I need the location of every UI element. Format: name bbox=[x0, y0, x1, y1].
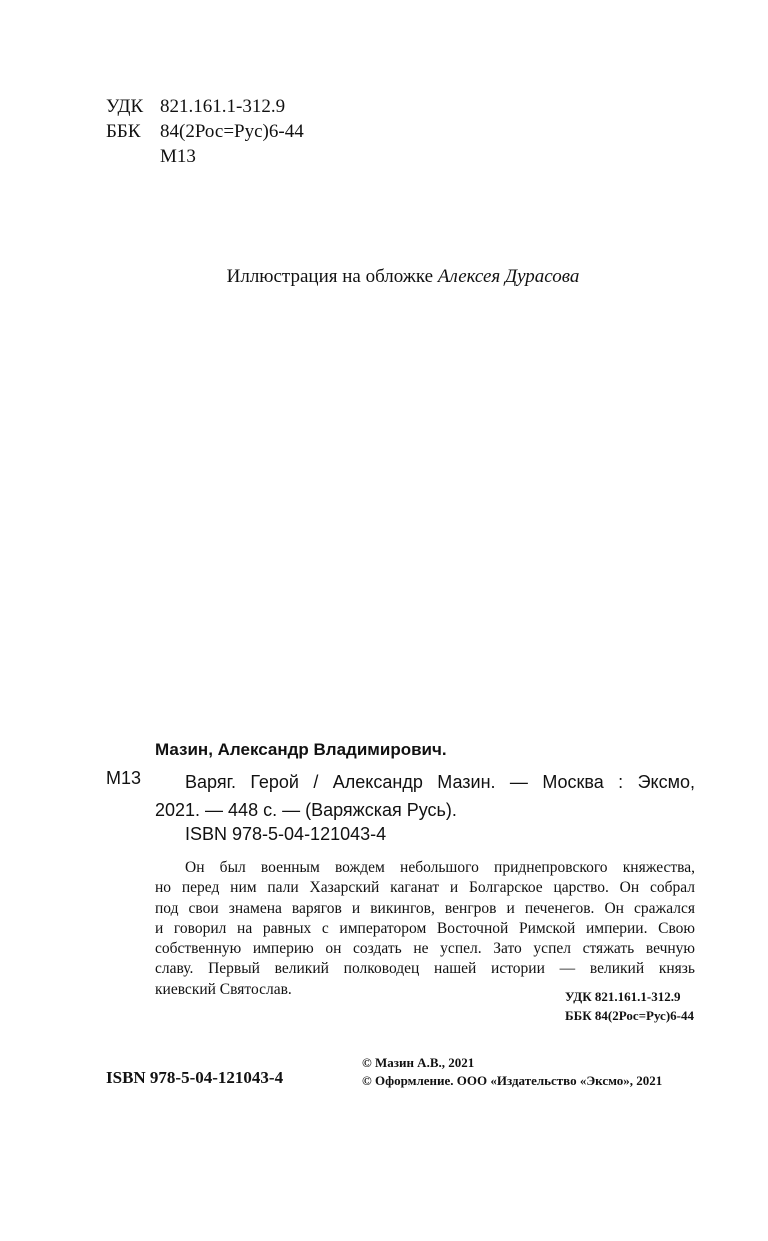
illustration-credit bbox=[0, 266, 768, 288]
illustration-prefix: Иллюстрация на обложке bbox=[226, 266, 438, 287]
copyright-block bbox=[362, 1054, 662, 1090]
annotation-line: киевский Святослав. bbox=[155, 980, 292, 998]
annotation-line: но перед ним пали Хазарский каганат и Болгарское царство. Он собрал bbox=[155, 879, 695, 897]
udk-row bbox=[106, 94, 304, 119]
author-mark-row bbox=[106, 144, 304, 169]
annotation-line: под свои знамена варягов и викингов, венгров и печенегов. Он сражался bbox=[155, 899, 695, 917]
annotation-line: собственную империю он создать не успел. Зато успел стяжать вечную bbox=[155, 940, 695, 958]
annotation-line: и говорил на равных с императором Восточной Римской империи. Свою bbox=[155, 919, 695, 937]
record-isbn: ISBN 978-5-04-121043-4 bbox=[185, 824, 387, 844]
bbk-value: 84(2Рос=Рус)6-44 bbox=[160, 121, 304, 142]
annotation-line: Он был военным вождем небольшого приднепровского княжества, bbox=[185, 859, 695, 876]
annotation bbox=[155, 858, 695, 1000]
footer-udk: УДК 821.161.1-312.9 bbox=[565, 989, 681, 1004]
annotation-line: славу. Первый великий полководец нашей истории — великий князь bbox=[155, 960, 695, 978]
copyright-author: © Мазин А.В., 2021 bbox=[362, 1055, 475, 1070]
bbk-row bbox=[106, 119, 304, 144]
udk-label: УДК bbox=[106, 96, 144, 117]
record-mark: М13 bbox=[106, 768, 142, 788]
footer-isbn: ISBN 978-5-04-121043-4 bbox=[106, 1068, 284, 1087]
biblio-line-2: 2021. — 448 с. — (Варяжская Русь). bbox=[155, 800, 457, 820]
bibliographic-description bbox=[155, 768, 695, 824]
udk-value: 821.161.1-312.9 bbox=[160, 96, 286, 117]
bbk-label: ББК bbox=[106, 121, 141, 142]
copyright-design: © Оформление. ООО «Издательство «Эксмо», 2021 bbox=[362, 1073, 663, 1088]
classification-block bbox=[106, 94, 304, 169]
record-author: Мазин, Александр Владимирович. bbox=[155, 740, 447, 759]
footer-codes bbox=[565, 987, 694, 1025]
footer-bbk: ББК 84(2Рос=Рус)6-44 bbox=[565, 1008, 694, 1023]
biblio-line-1: Варяг. Герой / Александр Мазин. — Москва : Эксмо, bbox=[185, 772, 695, 792]
author-mark: М13 bbox=[160, 146, 196, 167]
illustration-artist: Алексея Дурасова bbox=[437, 266, 580, 287]
